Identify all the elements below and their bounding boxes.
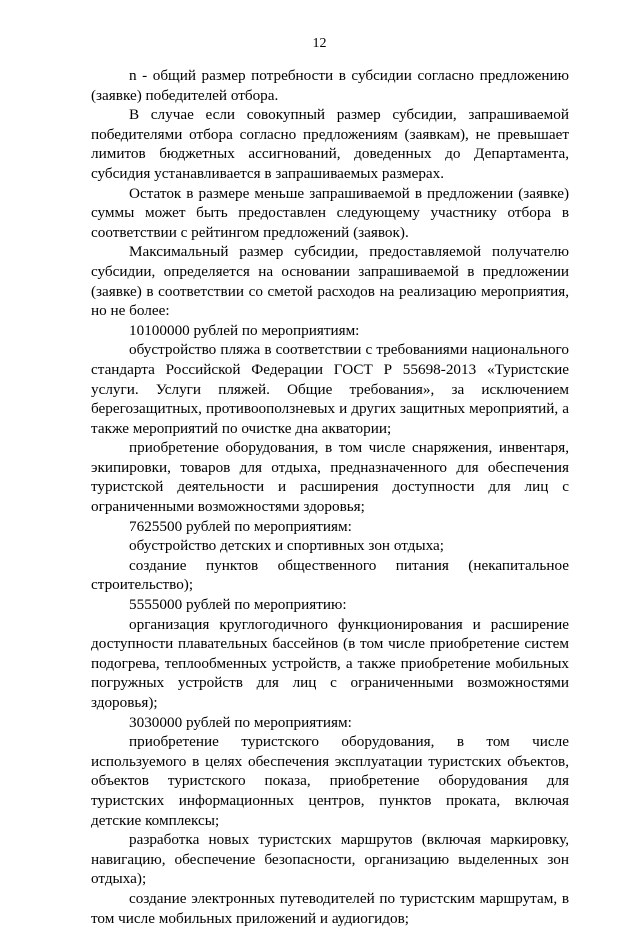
page-number: 12 bbox=[312, 36, 327, 51]
paragraph-equipment-purchase: приобретение оборудования, в том числе снаряжения, инвентаря, экипировки, товаров для отдыха, предназначенного для обеспечения туристской деятельности и расширения доступности для лиц с ограниченными возможностями здоровья; bbox=[91, 439, 569, 516]
paragraph-amount-10100000: 10100000 рублей по мероприятиям: bbox=[129, 321, 360, 339]
paragraph-tourist-equipment: приобретение туристского оборудования, в том числе используемого в целях обеспечения эксплуатации туристских объектов, объектов туристского показа, приобретение оборудования для туристских информационных центров, пунктов проката, включая детские комплексы; bbox=[91, 733, 569, 829]
paragraph-remaining-amount: Остаток в размере меньше запрашиваемой в предложении (заявке) суммы может быть предоставлен следующему участнику отбора в соответствии с рейтингом предложений (заявок). bbox=[91, 184, 569, 241]
paragraph-swimming-pools: организация круглогодичного функционирования и расширение доступности плавательных бассейнов (в том числе приобретение систем подогрева, теплообменных устройств, а также приобретение мобильных погружных устройств для лиц с ограниченными возможностями здоровья); bbox=[91, 615, 569, 711]
paragraph-maximum-subsidy: Максимальный размер субсидии, предоставляемой получателю субсидии, определяется на основании запрашиваемой в предложении (заявке) в соответствии со сметой расходов на реализацию мероприятия, но не более: bbox=[91, 243, 569, 320]
paragraph-electronic-guides: создание электронных путеводителей по туристским маршрутам, в том числе мобильных приложений и аудиогидов; bbox=[91, 889, 569, 927]
paragraph-beach-arrangement: обустройство пляжа в соответствии с требованиями национального стандарта Российской Федерации ГОСТ Р 55698-2013 «Туристские услуги. Услуги пляжей. Общие требования», за исключением берегозащитных, противооползневых и других защитных мероприятий, а также мероприятий по очистке дна акватории; bbox=[91, 341, 569, 437]
paragraph-subsidy-within-limits: В случае если совокупный размер субсидии, запрашиваемой победителями отбора согласно предложениям (заявкам), не превышает лимитов бюджетных ассигнований, доведенных до Департамента, субсидия устанавливается в запрашиваемых размерах. bbox=[91, 106, 569, 182]
paragraph-catering-points: создание пунктов общественного питания (некапитальное строительство); bbox=[91, 556, 569, 594]
document-body bbox=[91, 66, 569, 928]
paragraph-amount-3030000: 3030000 рублей по мероприятиям: bbox=[129, 713, 352, 731]
paragraph-new-routes: разработка новых туристских маршрутов (включая маркировку, навигацию, обеспечение безопасности, организацию выделенных зон отдыха); bbox=[91, 831, 569, 888]
paragraph-children-sports-zones: обустройство детских и спортивных зон отдыха; bbox=[129, 537, 444, 555]
paragraph-n-definition: n - общий размер потребности в субсидии согласно предложению (заявке) победителей отбора. bbox=[91, 67, 569, 104]
paragraph-amount-7625500: 7625500 рублей по мероприятиям: bbox=[129, 517, 352, 535]
paragraph-amount-5555000: 5555000 рублей по мероприятию: bbox=[129, 596, 347, 614]
